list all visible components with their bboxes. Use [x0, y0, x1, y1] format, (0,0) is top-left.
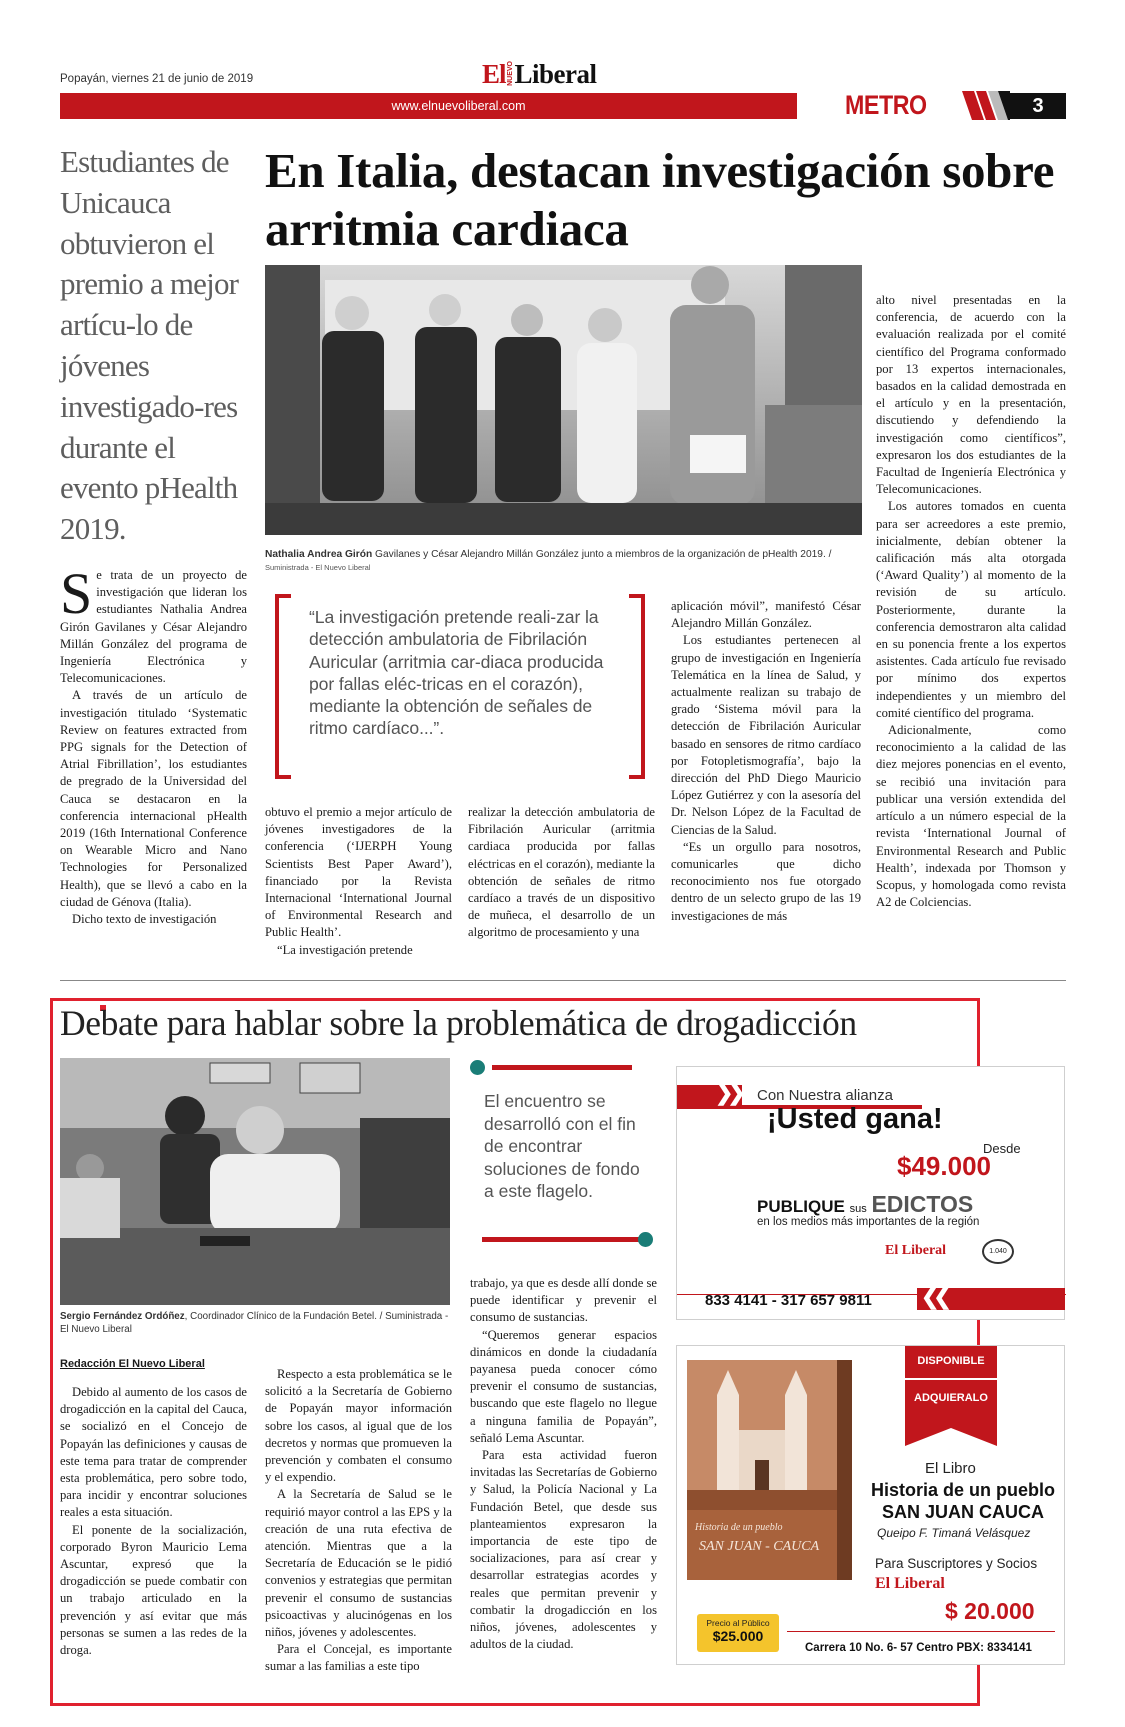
book-ad[interactable]	[676, 1345, 1065, 1665]
paragraph: Dicho texto de investigación	[72, 912, 217, 927]
ad-edictos-word: EDICTOS	[871, 1191, 974, 1217]
paragraph: Debido al aumento de los casos de drogadicción en la capital del Cauca, se socializó en el Concejo de Popayán las definiciones y causas de este tema para tratar de comprender esta problemática, pero sobre todo, para incidir y encontrar soluciones reales a esta situación.	[60, 1385, 247, 1520]
ad-book-title	[863, 1479, 1063, 1523]
article-deck: Estudiantes de Unicauca obtuvieron el premio a mejor artícu-lo de jóvenes investigado-res durante el evento pHealth 2019.	[60, 144, 239, 547]
paragraph: trabajo, ya que es desde allí donde se puede identificar y prevenir el consumo de sustancias.	[470, 1276, 657, 1325]
article2-column-1	[60, 1384, 247, 1659]
ad-price: $49.000	[897, 1151, 991, 1181]
paragraph: obtuvo el premio a mejor artículo de jóvenes investigadores de la conferencia (‘IJERPH Young Scientists Best Paper Award’), financiado por la Revista Internacional ‘International Journal of Environmental Research and Public Health’.	[265, 805, 452, 940]
caption-names: Nathalia Andrea Girón	[265, 549, 373, 560]
article-column-2	[265, 804, 452, 959]
book-cover-image	[687, 1360, 852, 1580]
article2-column-3	[470, 1275, 657, 1653]
debate-photo	[60, 1058, 450, 1305]
teal-dot-icon	[470, 1060, 485, 1075]
quote-bracket-left	[275, 594, 291, 779]
ad-medios: en los medios más importantes de la región	[757, 1216, 980, 1228]
ad-desde: Desde	[983, 1141, 1021, 1156]
ad-alianza: Con Nuestra alianza	[757, 1087, 893, 1104]
paragraph: Para el Concejal, es importante sumar a las familias a este tipo	[265, 1642, 452, 1674]
public-price-label: Precio al Público	[706, 1618, 770, 1628]
paragraph: Los autores tomados en cuenta para ser acreedores a este premio, inicialmente, debían obtener la calificación más alta otorgada (‘Award Quality’) al momento de la revisión de su artículo. Posteriormente, durante la conferencia demostraron alta calidad en su ponencia frente a los expertos asistentes. Cada artículo fue revisado por mínimo dos expertos independientes y un miembro del comité científico del programa.	[876, 499, 1066, 720]
article2-column-2	[265, 1366, 452, 1676]
ad-book-title-1: Historia de un pueblo	[870, 1480, 1055, 1500]
paragraph: “Es un orgullo para nosotros, comunicarles que dicho reconocimiento nos fue otorgado dentro de un selecto grupo de las 19 investigaciones de más	[671, 839, 861, 923]
double-chevron-icon: ❯❯	[715, 1080, 740, 1105]
section-divider	[60, 980, 1066, 981]
caption-credit: Suministrada - El Nuevo Liberal	[265, 563, 371, 572]
section-label: METRO	[845, 90, 927, 120]
red-rule	[492, 1065, 632, 1070]
book-cover-title: Historia de un pueblo	[695, 1522, 783, 1533]
paragraph: Adicionalmente, como reconocimiento a la calidad de las diez mejores ponencias en el evento, se recibió una invitación para publicar una versión extendida del artículo a un número especial de la revista ‘International Journal of Environmental Research and Public Health’, indexada por Thomson y Scopus, y homologada como revista A2 de Colciencias.	[876, 723, 1066, 910]
edictos-ad[interactable]	[676, 1066, 1065, 1320]
award-group-photo	[265, 265, 862, 535]
website-url[interactable]: www.elnuevoliberal.com	[391, 99, 526, 113]
paragraph: A la Secretaría de Salud se le requirió mayor control a las EPS y la creación de una ruta efectiva de atención. Mientras que a la Secretaría de Educación se le pidió convenios y estrategias que permitan prevenir el consumo de sustancias psicoactivas y alucinógenas en los niños, jóvenes y adolescentes.	[265, 1487, 452, 1640]
paragraph: “La investigación pretende	[277, 942, 413, 957]
article-column-4	[671, 598, 861, 925]
photo-caption	[265, 548, 862, 574]
paragraph: alto nivel presentadas en la conferencia, de acuerdo con la evaluación realizada por el comité científico del Programa conformado por 13 expertos internacionales, basados en la calidad demostrada en el artículo y en la presentación, discutiendo y defendiendo la investigación como científicos”, expresaron los dos estudiantes de la Facultad de Ingeniería Electrónica y Telecomunicaciones.	[876, 293, 1066, 497]
ad-member-price: $ 20.000	[945, 1598, 1035, 1624]
public-price-badge	[697, 1614, 779, 1652]
quote-bracket-right	[629, 594, 645, 779]
paragraph: A través de un artículo de investigación titulado ‘Systematic Review on features extracted from PPG signals for the Detection of Atrial Fibrillation’, los estudiantes de pregrado de la Universidad del Cauca se destacaron en la conferencia internacional pHealth 2019 (16th International Conference on Wearable Micro and Nano Technologies for Personalized Health), que se llevó a cabo en la ciudad de Génova (Italia).	[60, 688, 247, 909]
paragraph: Los estudiantes pertenecen al grupo de investigación en Ingeniería Telemática en la línea de Salud, y actualmente realizan su trabajo de grado ‘Sistema móvil para la detección de Fibrilación Auricular basado en sensores de ritmo cardíaco por Fotopletismografía’, bajo la dirección del PhD Diego Mauricio López Gutiérrez y con la asesoría del Dr. Nelson López de la Facultad de Ciencias de la Salud.	[671, 633, 861, 837]
byline: Redacción El Nuevo Liberal	[60, 1358, 205, 1370]
ad-publique-word: PUBLIQUE	[757, 1197, 845, 1216]
ad-logo-text: El Liberal	[885, 1243, 947, 1258]
ad-sus-word: sus	[849, 1203, 867, 1215]
paragraph: realizar la detección ambulatoria de Fibrilación Auricular (arritmia cardiaca producida por fallas eléctricas en el corazón), mediante la obtención de señales de ritmo cardíaco a través de un dispositivo de muñeca, el desarrollo de un algoritmo de procesamiento y una	[468, 805, 655, 940]
book-cover-subtitle: SAN JUAN - CAUCA	[699, 1539, 820, 1554]
edition-date: Popayán, viernes 21 de junio de 2019	[60, 73, 254, 85]
article-column-1	[60, 561, 247, 928]
ad-headline: ¡Usted gana!	[767, 1103, 943, 1135]
pull-quote-text: El encuentro se desarrolló con el fin de encontrar soluciones de fondo a este flagelo.	[484, 1091, 640, 1201]
caption-names: Sergio Fernández Ordóñez	[60, 1311, 185, 1322]
page-number: 3	[1010, 93, 1066, 119]
logo-nuevo: NUEVO	[506, 61, 514, 86]
ad-logo-text: El Liberal	[875, 1575, 945, 1592]
ad-subscribers: Para Suscriptores y Socios	[875, 1556, 1038, 1571]
public-price: $25.000	[712, 1628, 764, 1644]
ad-book-title-2: SAN JUAN CAUCA	[881, 1502, 1044, 1522]
drop-cap: S	[60, 561, 93, 626]
ad-rule	[787, 1631, 1055, 1632]
ad-el-libro: El Libro	[925, 1460, 976, 1477]
ad-disponible: DISPONIBLE	[917, 1355, 985, 1367]
ad-address: Carrera 10 No. 6- 57 Centro PBX: 8334141	[805, 1642, 1032, 1654]
paragraph: Respecto a esta problemática se le solicitó a la Secretaría de Gobierno de Popayán mayor información sobre los casos, al igual que de los decretos y normas que promueven la prevención y combaten el consumo y el expendio.	[265, 1367, 452, 1485]
ad-logo	[875, 1575, 945, 1593]
paragraph: El ponente de la socialización, corporado Byron Mauricio Lema Ascuntar, expresó que la drogadicción se puede combatir con un trabajo articulado en la prevención y así evitar que más personas se sumen a las redes de la droga.	[60, 1522, 247, 1658]
ad-logo	[885, 1243, 946, 1259]
logo-el: El	[482, 59, 506, 89]
radio-seal-icon: 1.040	[982, 1239, 1014, 1264]
article-headline[interactable]: En Italia, destacan investigación sobre arritmia cardiaca	[265, 143, 1055, 256]
ad-phones[interactable]: 833 4141 - 317 657 9811	[705, 1292, 872, 1309]
pull-quote-2	[470, 1058, 655, 1253]
logo-liberal: Liberal	[514, 59, 597, 89]
teal-dot-icon	[638, 1232, 653, 1247]
paragraph: “Queremos generar espacios dinámicos en donde la ciudadanía payanesa pueda conocer cómo prevenir el consumo de sustancias, buscando que este flagelo no llegue a ninguna familia de Popayán”, señaló Lema Ascuntar.	[470, 1327, 657, 1445]
quote-text: “La investigación pretende reali-zar la detección ambulatoria de Fibrilación Auricular (arritmia car-diaca producida por fallas eléc-tricas en el corazón), mediante la obtención de señales de ritmo cardíaco...”.	[309, 607, 604, 739]
article-headline-2[interactable]: Debate para hablar sobre la problemática de drogadicción	[60, 1003, 857, 1043]
paragraph: Para esta actividad fueron invitadas las Secretarías de Gobierno y Salud, la Policía Nacional y La Fundación Betel, que desde sus planteamientos expresaron la importancia de este tipo de socializaciones, para así crear y desarrollar estrategias acordes y reales que permitan prevenir y combatir la drogadicción en los niños, jóvenes, adolescentes y adultos de la ciudad.	[470, 1448, 657, 1652]
paragraph: e trata de un proyecto de investigación que lideran los estudiantes Nathalia Andrea Girón Gavilanes y César Alejandro Millán González del programa de Ingeniería Electrónica y Telecomunicaciones.	[60, 568, 247, 686]
article-column-3	[468, 804, 655, 942]
newspaper-logo[interactable]	[482, 60, 597, 90]
caption-text: Gavilanes y César Alejandro Millán González junto a miembros de la organización de pHealth 2019. /	[372, 549, 832, 560]
ad-publique	[757, 1191, 973, 1218]
ad-author: Queipo F. Timaná Velásquez	[877, 1526, 1031, 1540]
red-rule	[482, 1237, 647, 1242]
double-chevron-left-icon: ❮❮	[921, 1284, 946, 1309]
photo-caption-2	[60, 1311, 450, 1336]
article-column-5	[876, 292, 1066, 911]
ad-adquiera: ADQUIERALO	[914, 1392, 988, 1404]
pull-quote	[275, 594, 645, 779]
paragraph: aplicación móvil”, manifestó César Alejandro Millán González.	[671, 599, 861, 631]
section-stripes-icon	[962, 91, 1010, 120]
caption-text: , Coordinador Clínico de la Fundación Betel. / Suministrada - El Nuevo Liberal	[60, 1311, 449, 1335]
